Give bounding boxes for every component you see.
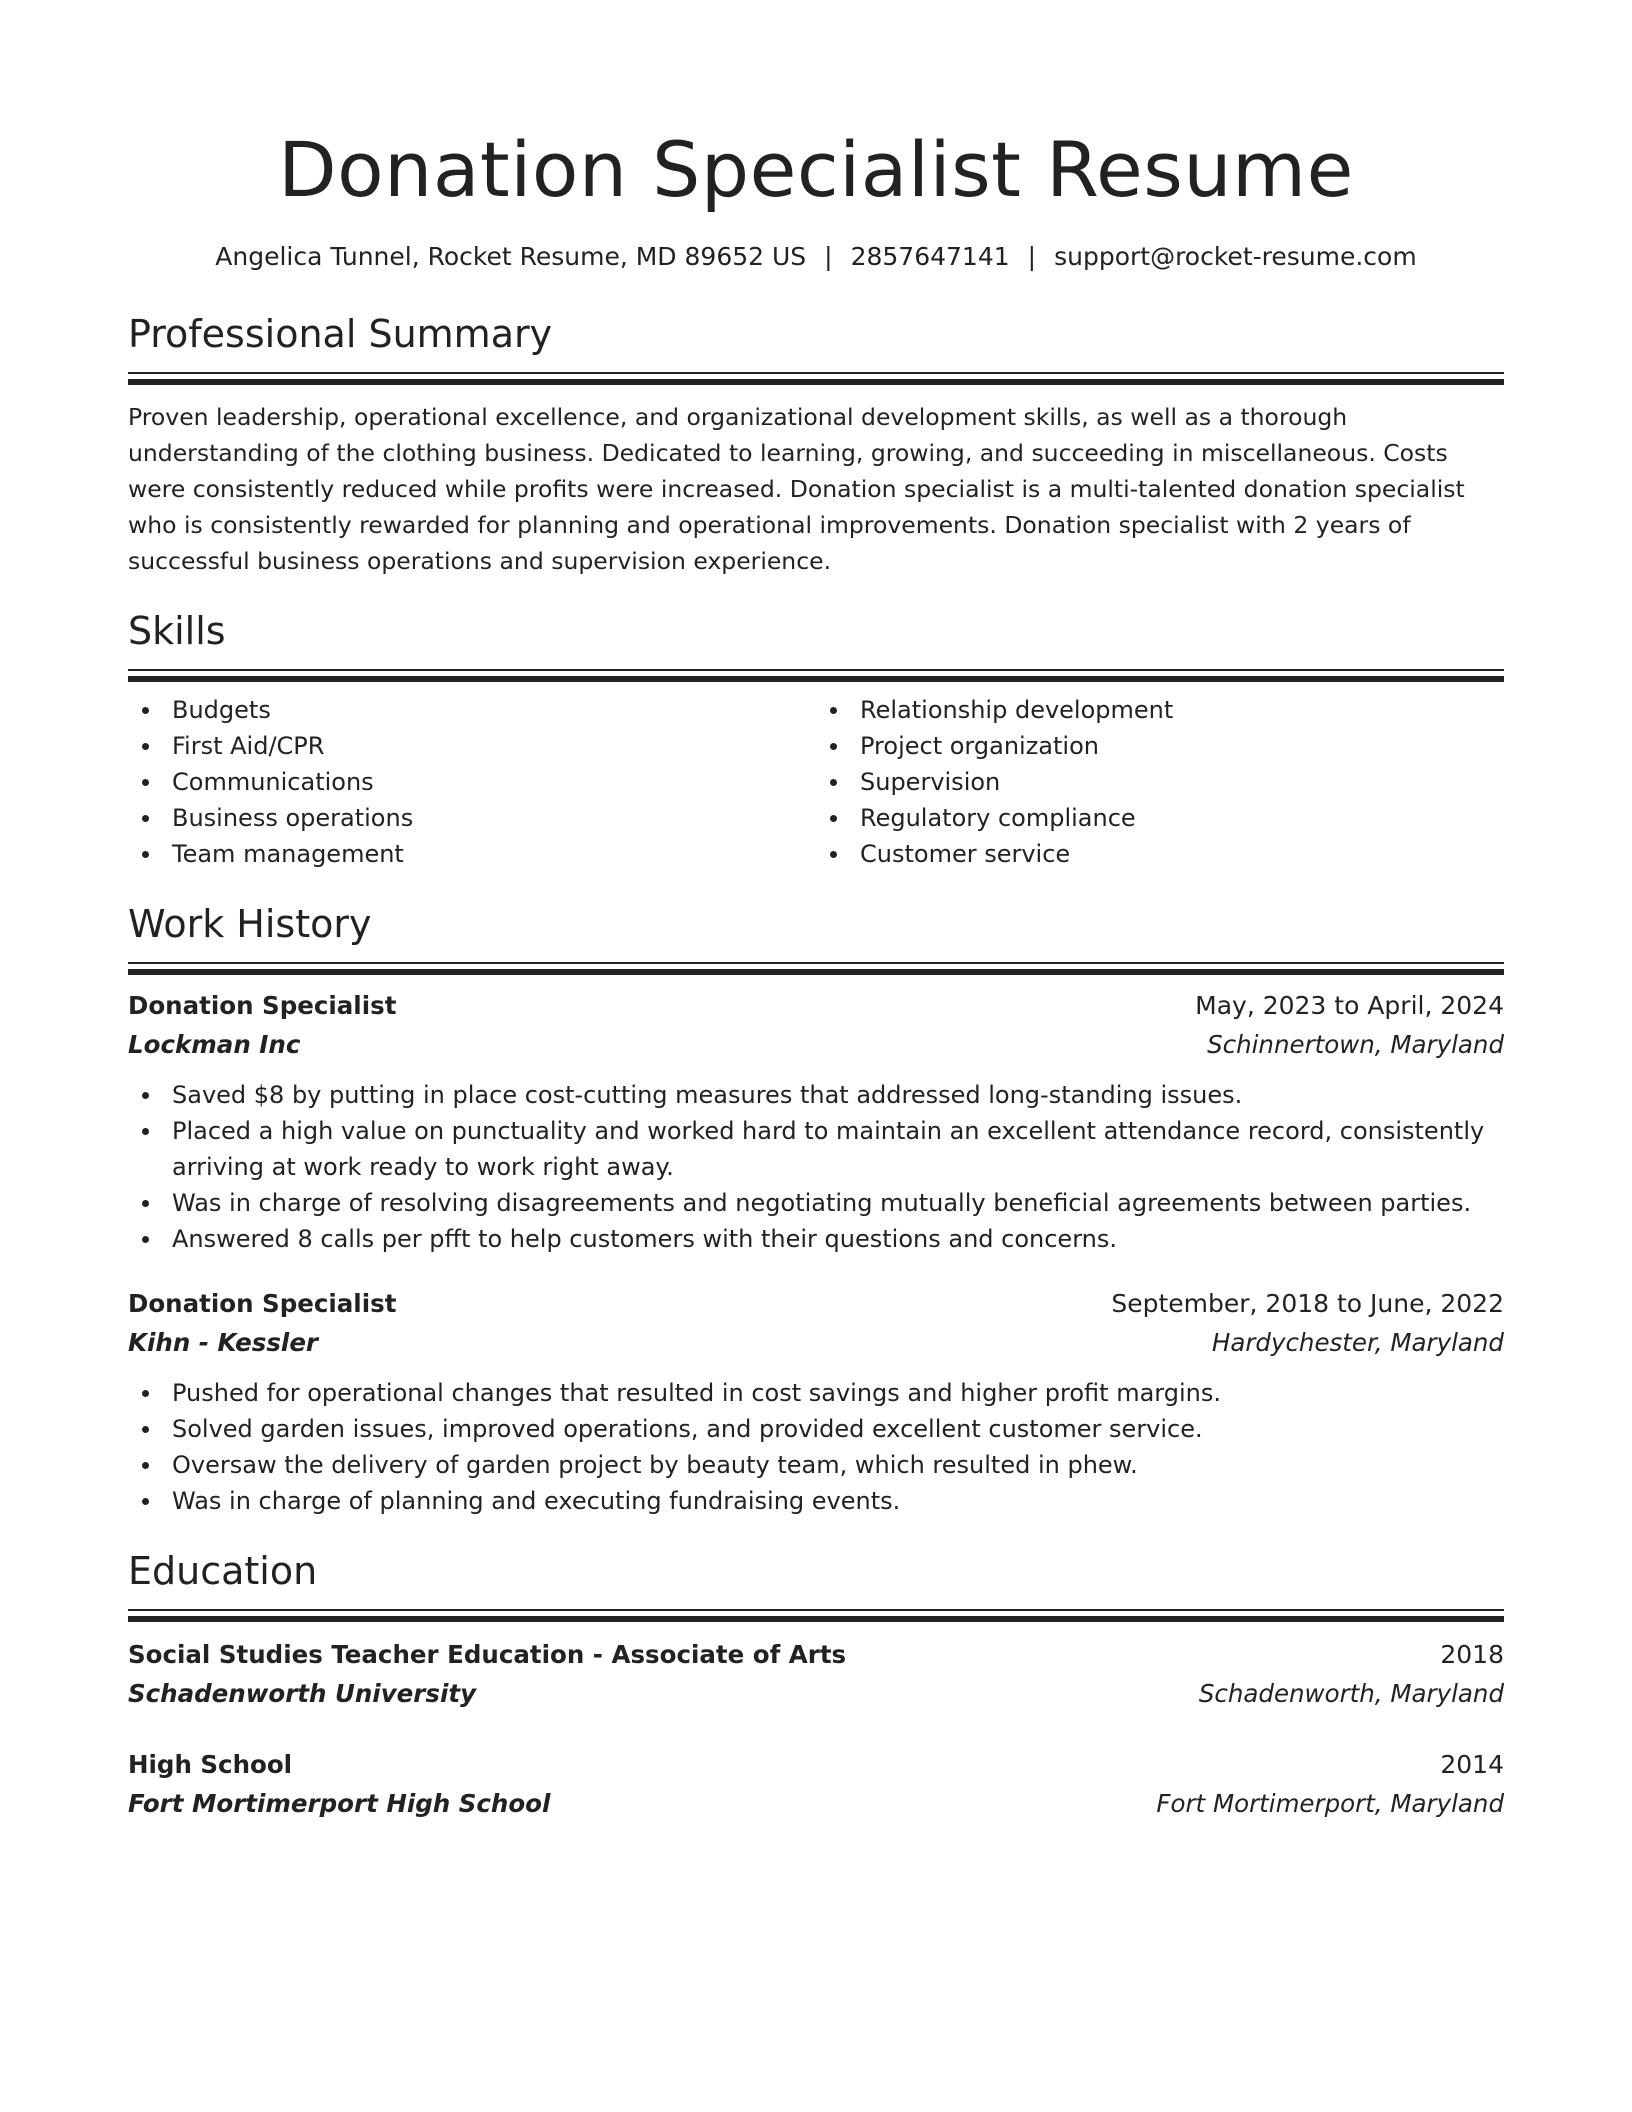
job-dates: May, 2023 to April, 2024 [1195, 991, 1504, 1020]
job-bullet: Saved $8 by putting in place cost-cutting measures that addressed long-standing issues. [128, 1077, 1504, 1113]
job-entry [128, 1285, 1504, 1519]
skills-list-right [816, 692, 1504, 872]
education-degree: High School [128, 1750, 293, 1779]
section-heading-work: Work History [128, 902, 372, 946]
section-divider [128, 962, 1504, 975]
education-school: Fort Mortimerport High School [128, 1789, 551, 1818]
contact-address: Angelica Tunnel, Rocket Resume, MD 89652 US [215, 242, 807, 271]
page-title: Donation Specialist Resume [278, 125, 1354, 214]
job-bullets [128, 1077, 1504, 1257]
skill-item: Project organization [816, 728, 1504, 764]
education-year: 2014 [1440, 1750, 1504, 1779]
education-header [128, 1636, 1504, 1674]
job-bullet: Pushed for operational changes that resulted in cost savings and higher profit margins. [128, 1375, 1504, 1411]
contact-separator: | [824, 242, 833, 271]
job-bullet: Was in charge of planning and executing fundraising events. [128, 1483, 1504, 1519]
contact-email: support@rocket-resume.com [1054, 242, 1417, 271]
section-heading-skills: Skills [128, 609, 226, 653]
education-entry [128, 1746, 1504, 1824]
education-section [128, 1547, 1504, 1824]
education-school: Schadenworth University [128, 1679, 477, 1708]
job-subheader [128, 1323, 1504, 1363]
skill-item: Budgets [128, 692, 816, 728]
education-subheader [128, 1674, 1504, 1714]
job-company: Lockman Inc [128, 1030, 301, 1059]
job-title: Donation Specialist [128, 1289, 397, 1318]
skill-item: Communications [128, 764, 816, 800]
section-divider [128, 372, 1504, 385]
contact-phone: 2857647141 [850, 242, 1010, 271]
job-bullet: Oversaw the delivery of garden project by beauty team, which resulted in phew. [128, 1447, 1504, 1483]
section-heading-summary: Professional Summary [128, 312, 553, 356]
skills-section [128, 607, 1504, 872]
job-bullets [128, 1375, 1504, 1519]
job-bullet: Was in charge of resolving disagreements and negotiating mutually beneficial agreements between parties. [128, 1185, 1504, 1221]
education-year: 2018 [1440, 1640, 1504, 1669]
skills-columns [128, 692, 1504, 872]
skill-item: Customer service [816, 836, 1504, 872]
education-header [128, 1746, 1504, 1784]
job-company: Kihn - Kessler [128, 1328, 319, 1357]
job-entry [128, 987, 1504, 1257]
skill-item: Team management [128, 836, 816, 872]
skill-item: Relationship development [816, 692, 1504, 728]
job-bullet: Answered 8 calls per pfft to help customers with their questions and concerns. [128, 1221, 1504, 1257]
section-divider [128, 1609, 1504, 1622]
education-subheader [128, 1784, 1504, 1824]
job-location: Schinnertown, Maryland [1207, 1030, 1504, 1059]
job-dates: September, 2018 to June, 2022 [1111, 1289, 1504, 1318]
job-title: Donation Specialist [128, 991, 397, 1020]
summary-text: Proven leadership, operational excellence, and organizational development skills, as well as a thorough understanding of the clothing business. Dedicated to learning, growing, and succeeding in miscellaneous. Costs were consistently reduced while profits were increased. Donation specialist is a multi-talented donation specialist who is consistently rewarded for planning and operational improvements. Donation specialist with 2 years of successful business operations and supervision experience. [128, 403, 1465, 575]
skill-item: Regulatory compliance [816, 800, 1504, 836]
job-bullet: Placed a high value on punctuality and worked hard to maintain an excellent attendance record, consistently arriving at work ready to work right away. [128, 1113, 1504, 1185]
work-history-section [128, 900, 1504, 1519]
summary-section [128, 310, 1504, 579]
education-degree: Social Studies Teacher Education - Associate of Arts [128, 1640, 847, 1669]
skills-list-left [128, 692, 816, 872]
education-location: Fort Mortimerport, Maryland [1156, 1789, 1504, 1818]
job-header [128, 1285, 1504, 1323]
contact-line [128, 240, 1504, 274]
section-divider [128, 669, 1504, 682]
job-location: Hardychester, Maryland [1211, 1328, 1504, 1357]
skill-item: Supervision [816, 764, 1504, 800]
job-bullet: Solved garden issues, improved operations, and provided excellent customer service. [128, 1411, 1504, 1447]
skill-item: Business operations [128, 800, 816, 836]
contact-separator: | [1027, 242, 1037, 271]
skill-item: First Aid/CPR [128, 728, 816, 764]
education-location: Schadenworth, Maryland [1198, 1679, 1504, 1708]
job-subheader [128, 1025, 1504, 1065]
education-entry [128, 1636, 1504, 1714]
section-heading-education: Education [128, 1549, 318, 1593]
job-header [128, 987, 1504, 1025]
